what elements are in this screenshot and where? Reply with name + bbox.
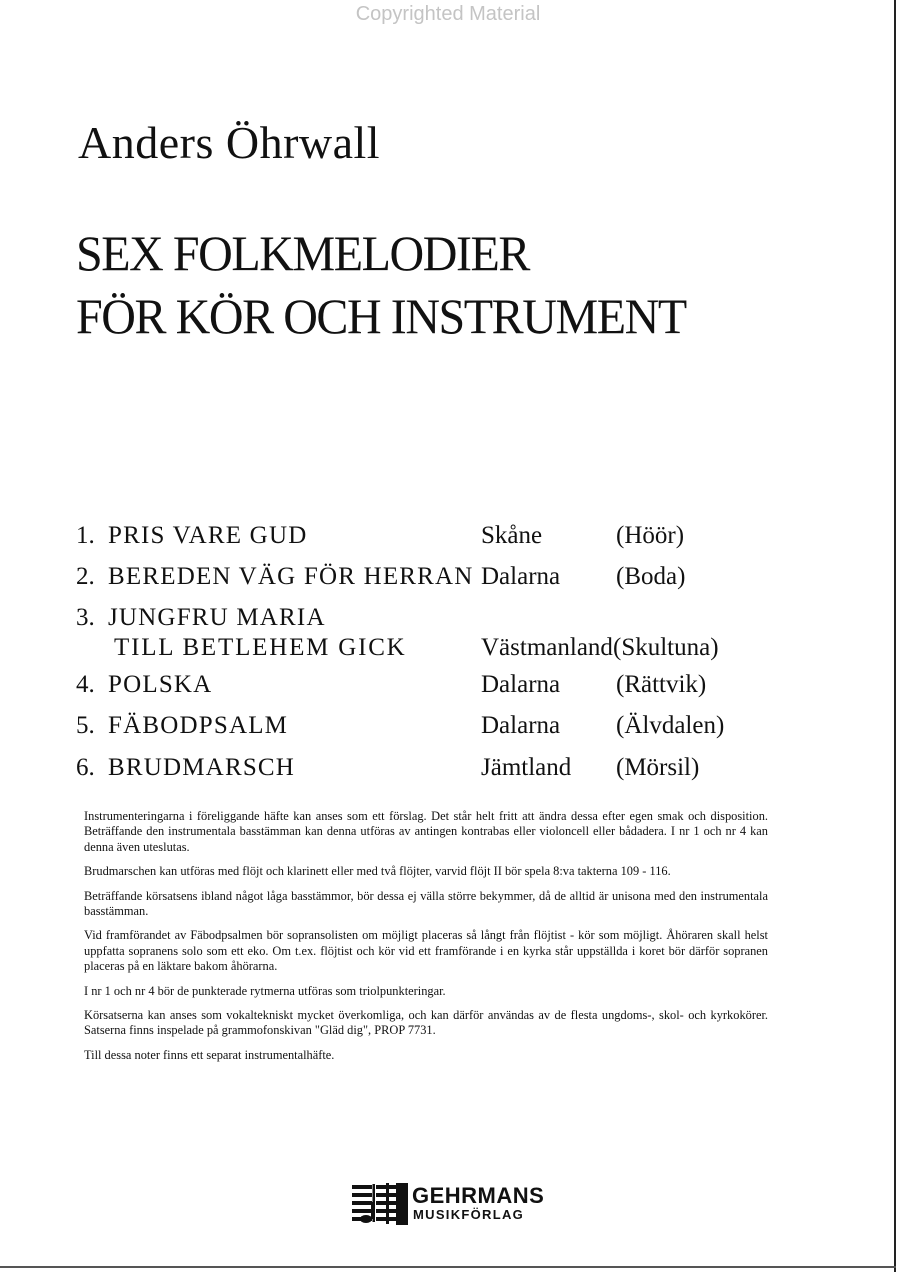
item-place: (Älvdalen) xyxy=(616,712,725,739)
note-paragraph: Beträffande körsatsens ibland något låga basstämmor, bör dessa ej välla större bekymmer, då de alltid är unisona med den instrumentala basstämman. xyxy=(84,888,768,919)
contents-item xyxy=(0,754,896,794)
note-paragraph: Körsatserna kan anses som vokaltekniskt mycket överkomliga, och kan därför användas av de flesta ungdoms-, skol- och kyrkokörer. Satserna finns inspelade på grammofonskivan "Gläd dig", PROP 7731. xyxy=(84,1008,768,1038)
item-region: Dalarna xyxy=(481,563,561,590)
item-place: (Skultuna) xyxy=(613,634,719,661)
item-title-line-1: JUNGFRU MARIA xyxy=(108,604,326,631)
item-region: Västmanland xyxy=(481,634,613,661)
copyright-watermark: Copyrighted Material xyxy=(355,3,541,25)
work-title-line-1: SEX FOLKMELODIER xyxy=(76,225,529,281)
page-edge-bottom xyxy=(0,1266,896,1268)
publisher-subtitle: MUSIKFÖRLAG xyxy=(413,1207,525,1222)
item-number: 3. xyxy=(76,604,95,631)
item-title: PRIS VARE GUD xyxy=(108,522,308,549)
item-number: 4. xyxy=(76,671,95,698)
contents-item xyxy=(0,563,896,603)
item-number: 6. xyxy=(76,754,95,781)
item-place: (Boda) xyxy=(616,563,686,590)
contents-item xyxy=(0,522,896,562)
item-region: Jämtland xyxy=(481,754,572,781)
note-paragraph: Instrumenteringarna i föreliggande häfte kan anses som ett förslag. Det står helt fritt att ändra dessa efter egen smak och disposition. Beträffande den instrumentala basstämman kan denna utföras av antingen kontrabas eller violoncell eller bådadera. I nr 1 och nr 4 kan denna även uteslutas. xyxy=(84,809,768,854)
performance-notes xyxy=(84,809,768,1072)
item-title: BEREDEN VÄG FÖR HERRAN xyxy=(108,563,474,590)
composer-name: Anders Öhrwall xyxy=(78,117,381,168)
item-number: 2. xyxy=(76,563,95,590)
item-region: Skåne xyxy=(481,522,543,549)
note-paragraph: I nr 1 och nr 4 bör de punkterade rytmerna utföras som triolpunkteringar. xyxy=(84,983,446,998)
note-paragraph: Vid framförandet av Fäbodpsalmen bör sopransolisten om möjligt placeras så långt från flöjtist - kör som möjligt. Åhöraren skall helst uppfatta sopranens solo som ett eko. Om t.ex. flöjtist och kör vid ett framförande i en kyrka står uppställda i koret bör därför sopranen placeras på en läktare bakom åhörarna. xyxy=(84,928,768,974)
item-place: (Mörsil) xyxy=(616,754,700,781)
contents-item xyxy=(0,604,896,674)
work-title-line-2: FÖR KÖR OCH INSTRUMENT xyxy=(76,288,686,344)
item-title-line-2: TILL BETLEHEM GICK xyxy=(114,634,407,661)
note-paragraph: Till dessa noter finns ett separat instrumentalhäfte. xyxy=(84,1047,335,1062)
item-number: 5. xyxy=(76,712,95,739)
publisher-name: GEHRMANS xyxy=(412,1183,545,1208)
music-staff-logo-icon xyxy=(352,1182,408,1226)
item-number: 1. xyxy=(76,522,95,549)
item-title: FÄBODPSALM xyxy=(108,712,289,739)
contents-item xyxy=(0,712,896,752)
contents-item xyxy=(0,671,896,711)
item-region: Dalarna xyxy=(481,712,561,739)
item-place: (Höör) xyxy=(616,522,685,549)
item-region: Dalarna xyxy=(481,671,561,698)
item-place: (Rättvik) xyxy=(616,671,707,698)
note-paragraph: Brudmarschen kan utföras med flöjt och klarinett eller med två flöjter, varvid flöjt II bör spela 8:va takterna 109 - 116. xyxy=(84,864,671,879)
publisher-logo xyxy=(352,1182,572,1228)
item-title: BRUDMARSCH xyxy=(108,754,296,781)
item-title: POLSKA xyxy=(108,671,213,698)
